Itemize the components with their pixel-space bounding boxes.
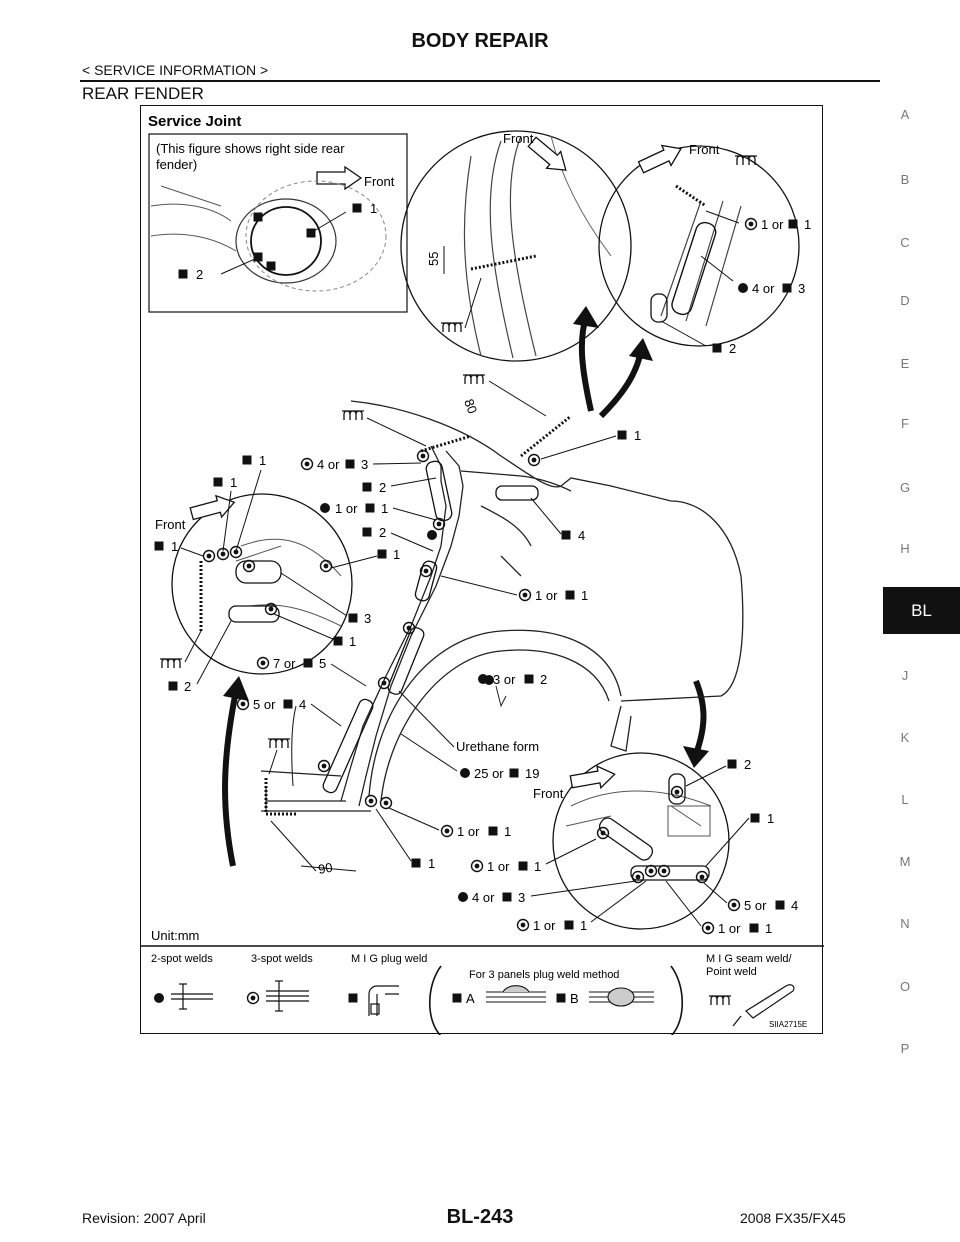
weld-label: 5 or — [253, 697, 276, 712]
breadcrumb: < SERVICE INFORMATION > — [82, 62, 269, 78]
section-title: REAR FENDER — [82, 84, 204, 103]
legend-label: A — [466, 991, 475, 1006]
inset-note: (This figure shows right side rear — [156, 141, 345, 156]
weld-label: 1 or — [457, 824, 480, 839]
index-letter[interactable]: P — [900, 1041, 910, 1056]
weld-label: 1 — [581, 588, 589, 603]
figure-svg — [141, 106, 824, 1035]
arrow-up — [225, 691, 236, 866]
weld-label: 1 — [349, 634, 357, 649]
weld-label: 1 — [504, 824, 512, 839]
arrow-up — [601, 351, 641, 416]
index-letter[interactable]: B — [900, 172, 910, 187]
index-letter[interactable]: M — [899, 854, 911, 869]
weld-label: 4 — [299, 697, 307, 712]
inset-note: fender) — [156, 157, 198, 172]
weld-label: 1 — [171, 539, 179, 554]
dim-label: 80 — [461, 396, 481, 416]
weld-label: 1 or — [487, 859, 510, 874]
weld-label: 19 — [525, 766, 540, 781]
weld-label: 1 — [259, 453, 267, 468]
weld-label: 1 — [230, 475, 238, 490]
weld-label: 4 — [578, 528, 586, 543]
legend-label: For 3 panels plug weld method — [469, 969, 620, 981]
weld-label: 3 — [364, 611, 372, 626]
weld-label: 2 — [744, 757, 752, 772]
weld-label: 1 or — [335, 501, 358, 516]
front-label: Front — [155, 517, 186, 532]
weld-label: 4 or — [317, 457, 340, 472]
weld-label: 4 — [791, 898, 799, 913]
revision: Revision: 2007 April — [82, 1210, 206, 1226]
index-letter[interactable]: C — [900, 235, 910, 250]
front-label: Front — [364, 174, 395, 189]
weld-label: 1 or — [761, 217, 784, 232]
legend-label: M I G seam weld/ — [706, 953, 792, 965]
page-number: BL-243 — [446, 1206, 514, 1228]
arrow-up — [582, 316, 591, 411]
figure-code: SIIA2715E — [769, 1020, 808, 1029]
header-rule — [80, 80, 880, 82]
legend-label: 3-spot welds — [251, 953, 313, 965]
weld-label: 4 or — [752, 281, 775, 296]
unit-label: Unit:mm — [151, 928, 200, 943]
index-letter[interactable]: F — [901, 416, 909, 431]
weld-label: 3 — [798, 281, 806, 296]
weld-label: 2 — [379, 480, 387, 495]
weld-label: 2 — [540, 672, 548, 687]
weld-label: 5 — [319, 656, 327, 671]
index-letter[interactable]: G — [899, 480, 911, 495]
legend-label: M I G plug weld — [351, 953, 428, 965]
legend-label: Point weld — [706, 966, 757, 978]
weld-label: 2 — [379, 525, 387, 540]
figure-title: Service Joint — [148, 113, 242, 130]
weld-label: 1 or — [718, 921, 741, 936]
weld-label: 1 — [534, 859, 542, 874]
detail-circle-left — [172, 492, 352, 674]
arrow-down — [696, 681, 704, 754]
service-joint-figure — [140, 105, 823, 1034]
weld-label: 1 — [428, 856, 436, 871]
weld-label: 1 or — [535, 588, 558, 603]
weld-label: 3 — [518, 890, 526, 905]
weld-label: 1 — [381, 501, 389, 516]
weld-label: 1 or — [533, 918, 556, 933]
weld-label: 2 — [729, 341, 737, 356]
index-letter[interactable]: O — [899, 979, 911, 994]
weld-label: 4 or — [472, 890, 495, 905]
weld-label: 1 — [804, 217, 812, 232]
dim-label: 90 — [316, 859, 334, 877]
weld-label: 1 — [634, 428, 642, 443]
index-letter[interactable]: D — [900, 293, 910, 308]
model: 2008 FX35/FX45 — [740, 1210, 846, 1226]
weld-label: 5 or — [744, 898, 767, 913]
front-label: Front — [689, 142, 720, 157]
weld-label: 3 — [361, 457, 369, 472]
weld-label: 1 — [393, 547, 401, 562]
weld-label: 3 or — [493, 672, 516, 687]
page-title: BODY REPAIR — [411, 30, 549, 52]
index-letter[interactable]: A — [900, 107, 910, 122]
index-letter[interactable]: N — [900, 916, 910, 931]
weld-label: 2 — [196, 267, 204, 282]
legend-label: B — [570, 991, 579, 1006]
weld-label: 7 or — [273, 656, 296, 671]
weld-label: 1 — [370, 201, 378, 216]
weld-label: 1 — [580, 918, 588, 933]
weld-label: 1 — [767, 811, 775, 826]
front-label: Front — [533, 786, 564, 801]
weld-label: 2 — [184, 679, 192, 694]
inset-detail — [149, 134, 407, 312]
index-letter[interactable]: E — [900, 356, 910, 371]
front-label: Front — [503, 131, 534, 146]
legend-label: 2-spot welds — [151, 953, 213, 965]
index-letter[interactable]: H — [900, 541, 910, 556]
weld-label: 1 — [765, 921, 773, 936]
weld-label: 25 or — [474, 766, 504, 781]
index-letter[interactable]: K — [900, 730, 910, 745]
index-letter-active[interactable]: BL — [883, 587, 960, 634]
index-letter[interactable]: J — [901, 668, 909, 683]
weld-legend — [151, 953, 807, 1035]
dim-label: 55 — [426, 251, 441, 266]
weld-label: Urethane form — [456, 739, 540, 754]
index-letter[interactable]: L — [901, 792, 909, 807]
